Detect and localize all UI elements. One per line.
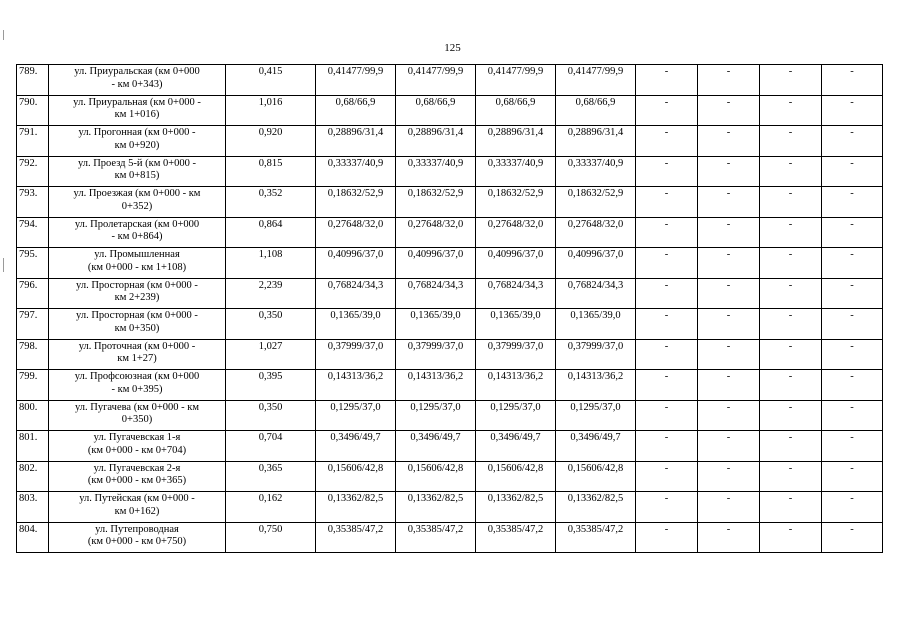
row-number: 793.: [17, 187, 49, 218]
empty-cell: -: [760, 370, 822, 401]
length-km: 0,162: [226, 492, 316, 523]
empty-cell: -: [760, 431, 822, 462]
empty-cell: -: [698, 522, 760, 553]
table-row: [17, 248, 883, 279]
empty-cell: -: [822, 339, 883, 370]
value-cell: 0,33337/40,9: [316, 156, 396, 187]
length-km: 0,704: [226, 431, 316, 462]
value-cell: 0,28896/31,4: [396, 126, 476, 157]
empty-cell: -: [636, 65, 698, 96]
value-cell: 0,3496/49,7: [476, 431, 556, 462]
table-row: [17, 309, 883, 340]
length-km: 1,027: [226, 339, 316, 370]
street-name-line: ул. Прогонная (км 0+000 -: [78, 127, 196, 138]
street-name-line: км 0+350): [114, 322, 160, 334]
row-number: 794.: [17, 217, 49, 248]
empty-cell: -: [698, 187, 760, 218]
street-name: [49, 309, 226, 340]
value-cell: 0,35385/47,2: [556, 522, 636, 553]
empty-cell: -: [698, 217, 760, 248]
value-cell: 0,76824/34,3: [316, 278, 396, 309]
empty-cell: -: [822, 278, 883, 309]
table-row: [17, 431, 883, 462]
length-km: 1,108: [226, 248, 316, 279]
value-cell: 0,1365/39,0: [316, 309, 396, 340]
value-cell: 0,13362/82,5: [476, 492, 556, 523]
value-cell: 0,37999/37,0: [396, 339, 476, 370]
value-cell: 0,40996/37,0: [556, 248, 636, 279]
value-cell: 0,68/66,9: [556, 95, 636, 126]
table-row: [17, 461, 883, 492]
value-cell: 0,27648/32,0: [396, 217, 476, 248]
value-cell: 0,28896/31,4: [476, 126, 556, 157]
value-cell: 0,1365/39,0: [476, 309, 556, 340]
empty-cell: -: [636, 431, 698, 462]
street-name: [49, 156, 226, 187]
table-row: [17, 492, 883, 523]
empty-cell: -: [636, 278, 698, 309]
length-km: 2,239: [226, 278, 316, 309]
value-cell: 0,28896/31,4: [316, 126, 396, 157]
value-cell: 0,1365/39,0: [556, 309, 636, 340]
empty-cell: -: [636, 461, 698, 492]
value-cell: 0,41477/99,9: [396, 65, 476, 96]
empty-cell: -: [822, 400, 883, 431]
value-cell: 0,18632/52,9: [316, 187, 396, 218]
value-cell: 0,1295/37,0: [316, 400, 396, 431]
value-cell: 0,37999/37,0: [316, 339, 396, 370]
empty-cell: -: [822, 492, 883, 523]
empty-cell: -: [822, 126, 883, 157]
empty-cell: -: [636, 370, 698, 401]
value-cell: 0,13362/82,5: [556, 492, 636, 523]
empty-cell: -: [760, 95, 822, 126]
street-name-line: ул. Пугачевская 1-я: [93, 432, 181, 443]
value-cell: 0,40996/37,0: [316, 248, 396, 279]
street-name: [49, 370, 226, 401]
empty-cell: -: [698, 126, 760, 157]
table-row: [17, 217, 883, 248]
value-cell: 0,68/66,9: [316, 95, 396, 126]
value-cell: 0,14313/36,2: [396, 370, 476, 401]
value-cell: 0,33337/40,9: [396, 156, 476, 187]
street-name: [49, 217, 226, 248]
value-cell: 0,13362/82,5: [396, 492, 476, 523]
street-name-line: (км 0+000 - км 0+704): [87, 444, 187, 456]
row-number: 802.: [17, 461, 49, 492]
street-name-line: ул. Просторная (км 0+000 -: [76, 310, 198, 321]
row-number: 801.: [17, 431, 49, 462]
row-number: 791.: [17, 126, 49, 157]
value-cell: 0,15606/42,8: [556, 461, 636, 492]
value-cell: 0,3496/49,7: [316, 431, 396, 462]
empty-cell: -: [822, 309, 883, 340]
empty-cell: -: [636, 217, 698, 248]
empty-cell: -: [636, 248, 698, 279]
street-name-line: ул. Пролетарская (км 0+000: [74, 218, 200, 230]
street-name-line: ул. Приуральская (км 0+000: [74, 66, 200, 77]
empty-cell: -: [822, 522, 883, 553]
empty-cell: -: [698, 309, 760, 340]
empty-cell: -: [760, 522, 822, 553]
street-name: [49, 522, 226, 553]
street-name-line: (км 0+000 - км 0+750): [87, 536, 187, 547]
value-cell: 0,18632/52,9: [396, 187, 476, 218]
street-name: [49, 400, 226, 431]
value-cell: 0,1295/37,0: [396, 400, 476, 431]
empty-cell: -: [760, 156, 822, 187]
empty-cell: -: [698, 248, 760, 279]
table-row: [17, 400, 883, 431]
value-cell: 0,27648/32,0: [556, 217, 636, 248]
table-row: [17, 522, 883, 553]
empty-cell: -: [822, 65, 883, 96]
street-name-line: ул. Пугачевская 2-я: [93, 462, 181, 474]
length-km: 0,415: [226, 65, 316, 96]
value-cell: 0,35385/47,2: [316, 522, 396, 553]
street-name: [49, 126, 226, 157]
value-cell: 0,1295/37,0: [556, 400, 636, 431]
empty-cell: -: [760, 400, 822, 431]
street-name-line: 0+352): [121, 200, 153, 212]
street-name-line: 0+350): [121, 414, 153, 425]
value-cell: 0,15606/42,8: [476, 461, 556, 492]
empty-cell: -: [698, 339, 760, 370]
empty-cell: -: [822, 95, 883, 126]
value-cell: 0,3496/49,7: [556, 431, 636, 462]
street-name: [49, 461, 226, 492]
street-name-line: км 0+162): [114, 505, 160, 517]
scan-edge-mark: [3, 30, 4, 40]
value-cell: 0,40996/37,0: [476, 248, 556, 279]
street-name-line: км 0+815): [114, 170, 160, 181]
table-row: [17, 95, 883, 126]
value-cell: 0,76824/34,3: [556, 278, 636, 309]
value-cell: 0,14313/36,2: [476, 370, 556, 401]
row-number: 804.: [17, 522, 49, 553]
empty-cell: -: [760, 492, 822, 523]
value-cell: 0,27648/32,0: [476, 217, 556, 248]
street-name-line: (км 0+000 - км 0+365): [87, 475, 187, 486]
empty-cell: -: [822, 217, 883, 248]
street-name-line: - км 0+343): [111, 78, 163, 90]
empty-cell: -: [760, 339, 822, 370]
value-cell: 0,15606/42,8: [316, 461, 396, 492]
empty-cell: -: [636, 156, 698, 187]
value-cell: 0,68/66,9: [396, 95, 476, 126]
empty-cell: -: [760, 65, 822, 96]
empty-cell: -: [698, 278, 760, 309]
empty-cell: -: [636, 339, 698, 370]
length-km: 0,352: [226, 187, 316, 218]
row-number: 789.: [17, 65, 49, 96]
street-name-line: ул. Пугачева (км 0+000 - км: [75, 401, 199, 413]
empty-cell: -: [760, 126, 822, 157]
empty-cell: -: [698, 65, 760, 96]
row-number: 792.: [17, 156, 49, 187]
length-km: 0,365: [226, 461, 316, 492]
empty-cell: -: [698, 95, 760, 126]
page-number: 125: [444, 42, 461, 54]
length-km: 1,016: [226, 95, 316, 126]
street-name-line: км 2+239): [114, 292, 160, 303]
street-name: [49, 248, 226, 279]
row-number: 790.: [17, 95, 49, 126]
value-cell: 0,41477/99,9: [476, 65, 556, 96]
street-name-line: ул. Проезжая (км 0+000 - км: [73, 188, 201, 199]
empty-cell: -: [698, 492, 760, 523]
empty-cell: -: [636, 400, 698, 431]
empty-cell: -: [698, 156, 760, 187]
table-row: [17, 156, 883, 187]
length-km: 0,350: [226, 309, 316, 340]
value-cell: 0,33337/40,9: [476, 156, 556, 187]
street-name: [49, 278, 226, 309]
value-cell: 0,76824/34,3: [476, 278, 556, 309]
street-name-line: ул. Просторная (км 0+000 -: [76, 279, 198, 291]
value-cell: 0,14313/36,2: [556, 370, 636, 401]
street-name-line: км 1+016): [114, 109, 160, 120]
value-cell: 0,14313/36,2: [316, 370, 396, 401]
value-cell: 0,28896/31,4: [556, 126, 636, 157]
value-cell: 0,18632/52,9: [556, 187, 636, 218]
street-table: [16, 64, 883, 553]
row-number: 800.: [17, 400, 49, 431]
value-cell: 0,41477/99,9: [316, 65, 396, 96]
street-name-line: ул. Приуральная (км 0+000 -: [73, 96, 201, 108]
empty-cell: -: [822, 431, 883, 462]
empty-cell: -: [760, 461, 822, 492]
empty-cell: -: [760, 217, 822, 248]
length-km: 0,350: [226, 400, 316, 431]
street-name-line: ул. Путейская (км 0+000 -: [79, 493, 195, 504]
empty-cell: -: [760, 187, 822, 218]
empty-cell: -: [698, 431, 760, 462]
value-cell: 0,40996/37,0: [396, 248, 476, 279]
value-cell: 0,37999/37,0: [556, 339, 636, 370]
empty-cell: -: [822, 248, 883, 279]
row-number: 797.: [17, 309, 49, 340]
street-name: [49, 339, 226, 370]
row-number: 796.: [17, 278, 49, 309]
empty-cell: -: [636, 522, 698, 553]
length-km: 0,815: [226, 156, 316, 187]
empty-cell: -: [636, 492, 698, 523]
value-cell: 0,3496/49,7: [396, 431, 476, 462]
value-cell: 0,41477/99,9: [556, 65, 636, 96]
length-km: 0,750: [226, 522, 316, 553]
value-cell: 0,18632/52,9: [476, 187, 556, 218]
value-cell: 0,33337/40,9: [556, 156, 636, 187]
empty-cell: -: [698, 400, 760, 431]
value-cell: 0,27648/32,0: [316, 217, 396, 248]
row-number: 795.: [17, 248, 49, 279]
row-number: 798.: [17, 339, 49, 370]
street-name-line: (км 0+000 - км 1+108): [87, 261, 187, 273]
table-row: [17, 126, 883, 157]
row-number: 803.: [17, 492, 49, 523]
value-cell: 0,1365/39,0: [396, 309, 476, 340]
empty-cell: -: [636, 95, 698, 126]
street-name-line: ул. Промышленная: [94, 249, 180, 260]
value-cell: 0,35385/47,2: [396, 522, 476, 553]
street-name: [49, 431, 226, 462]
street-name-line: ул. Путепроводная: [95, 523, 179, 535]
street-name: [49, 492, 226, 523]
empty-cell: -: [822, 370, 883, 401]
street-name: [49, 95, 226, 126]
empty-cell: -: [636, 187, 698, 218]
street-name-line: км 1+27): [117, 353, 157, 364]
empty-cell: -: [636, 126, 698, 157]
length-km: 0,395: [226, 370, 316, 401]
value-cell: 0,15606/42,8: [396, 461, 476, 492]
table-row: [17, 65, 883, 96]
street-name-line: ул. Проточная (км 0+000 -: [78, 340, 196, 352]
table-row: [17, 278, 883, 309]
table-row: [17, 339, 883, 370]
empty-cell: -: [822, 461, 883, 492]
empty-cell: -: [698, 370, 760, 401]
street-name-line: - км 0+864): [111, 231, 163, 242]
table-row: [17, 370, 883, 401]
value-cell: 0,1295/37,0: [476, 400, 556, 431]
empty-cell: -: [636, 309, 698, 340]
empty-cell: -: [760, 278, 822, 309]
street-name: [49, 65, 226, 96]
empty-cell: -: [698, 461, 760, 492]
length-km: 0,920: [226, 126, 316, 157]
value-cell: 0,35385/47,2: [476, 522, 556, 553]
row-number: 799.: [17, 370, 49, 401]
street-name: [49, 187, 226, 218]
value-cell: 0,68/66,9: [476, 95, 556, 126]
empty-cell: -: [822, 156, 883, 187]
empty-cell: -: [760, 248, 822, 279]
street-name-line: ул. Проезд 5-й (км 0+000 -: [77, 157, 197, 169]
table-body: [17, 65, 883, 553]
value-cell: 0,37999/37,0: [476, 339, 556, 370]
empty-cell: -: [760, 309, 822, 340]
street-name-line: ул. Профсоюзная (км 0+000: [74, 371, 200, 382]
table-row: [17, 187, 883, 218]
scan-edge-mark: [3, 258, 4, 272]
empty-cell: -: [822, 187, 883, 218]
street-name-line: - км 0+395): [111, 383, 163, 395]
length-km: 0,864: [226, 217, 316, 248]
value-cell: 0,76824/34,3: [396, 278, 476, 309]
value-cell: 0,13362/82,5: [316, 492, 396, 523]
street-name-line: км 0+920): [114, 139, 160, 151]
